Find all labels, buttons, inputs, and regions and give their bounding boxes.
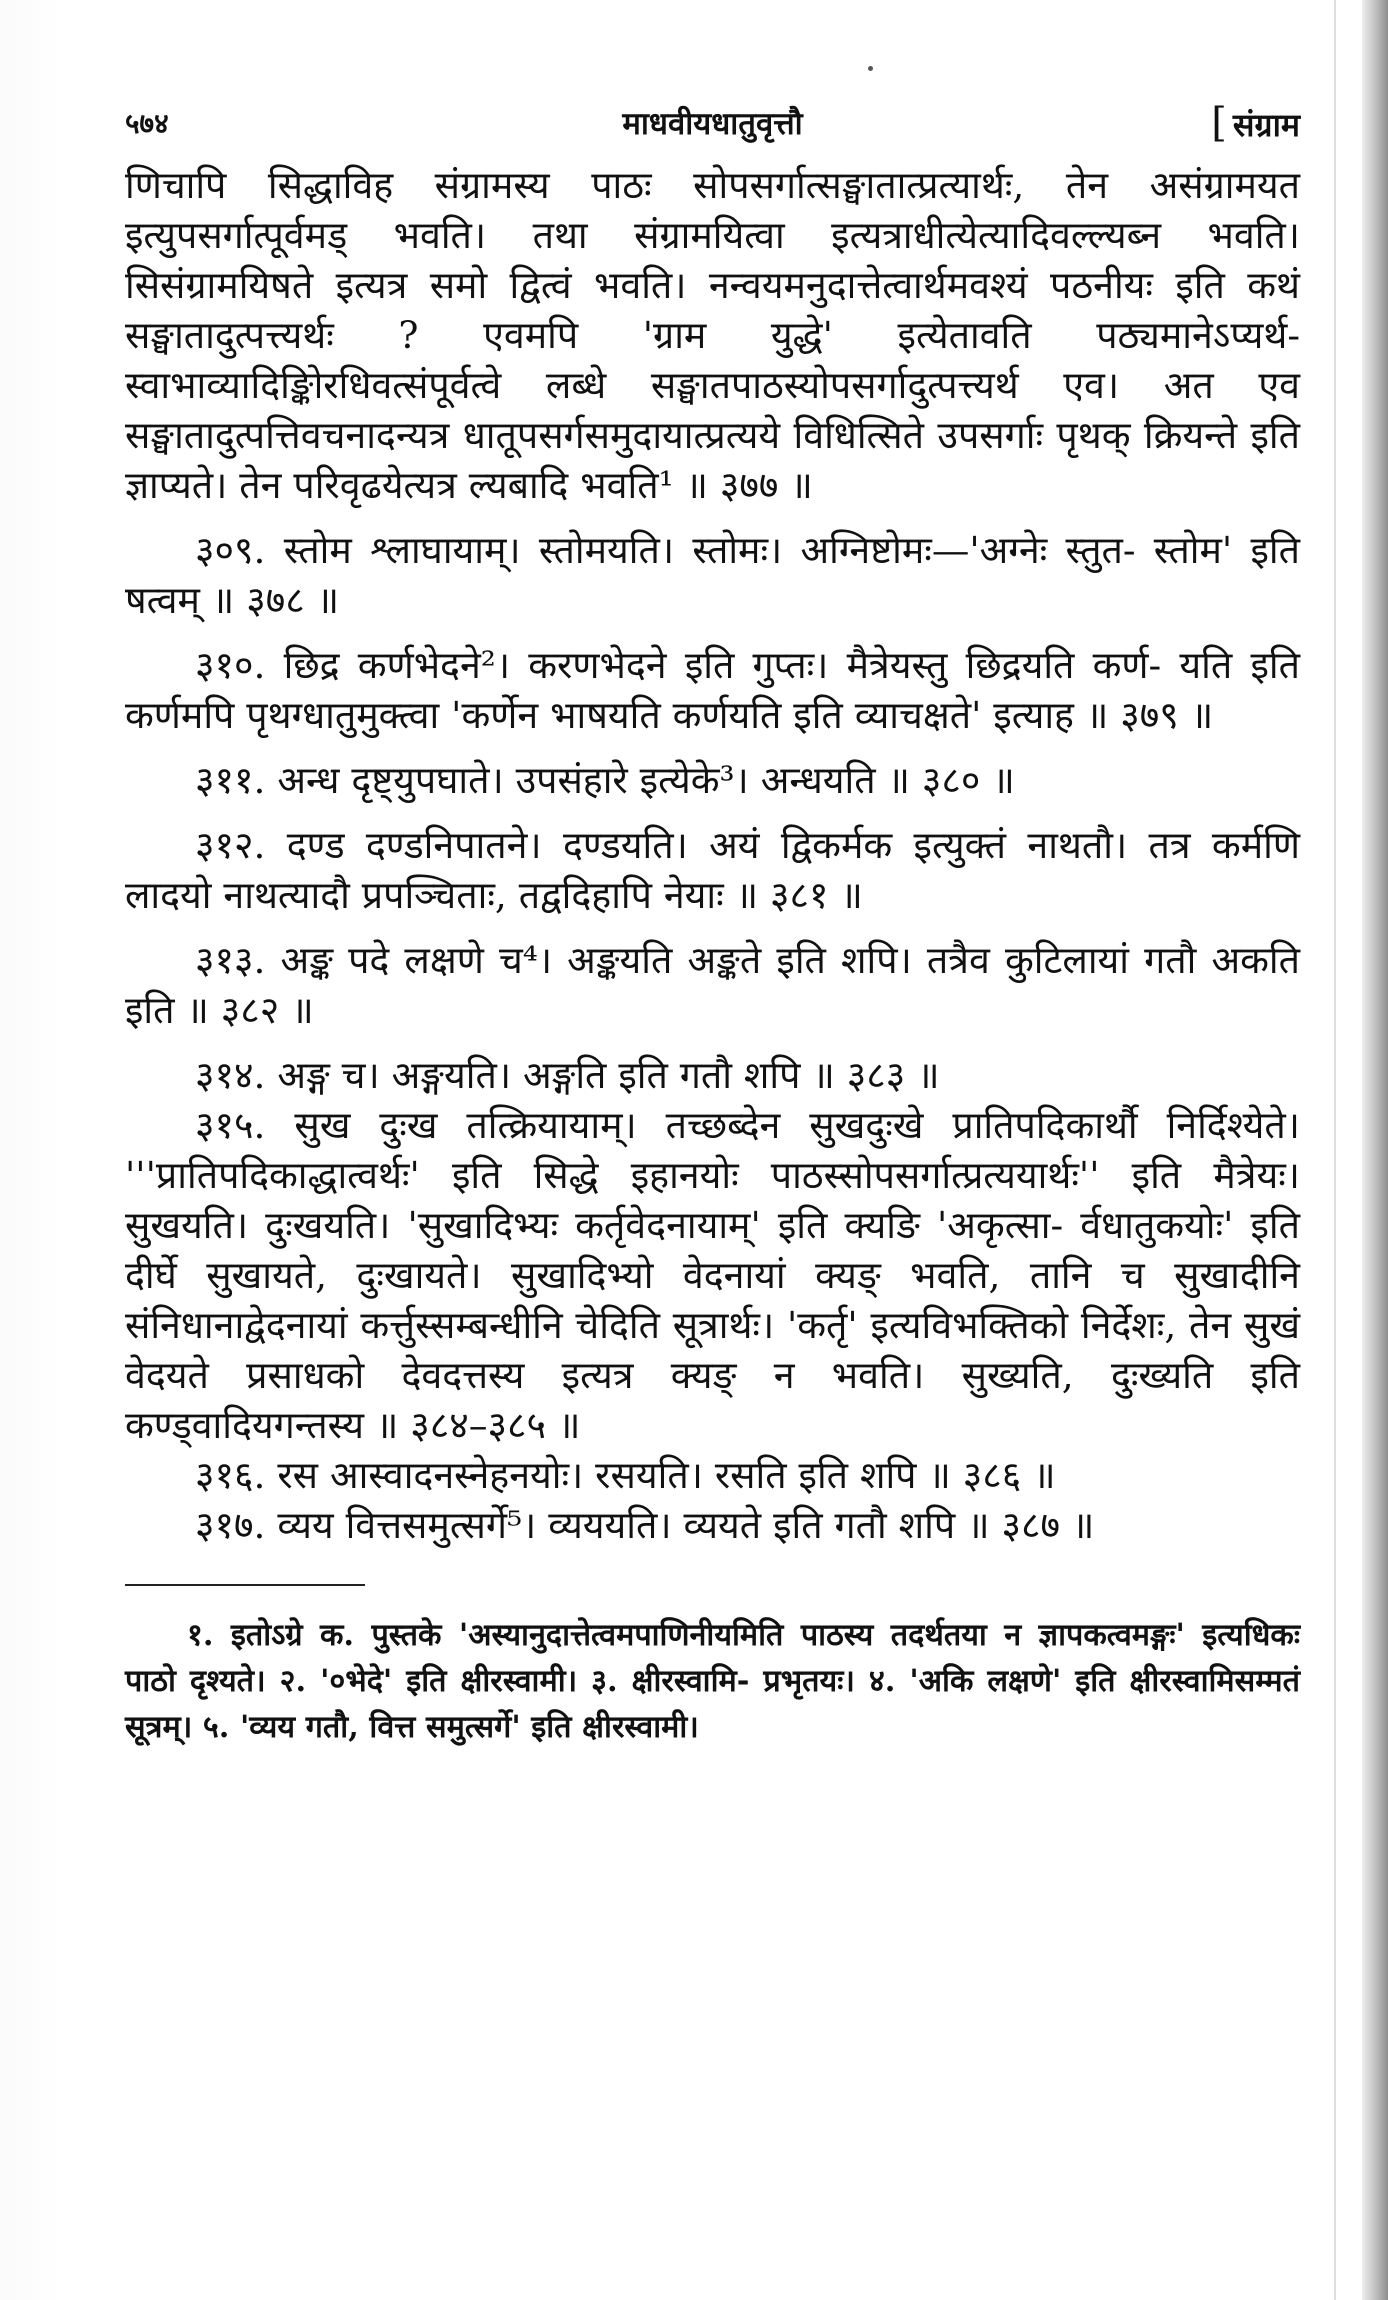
footnote-divider — [125, 1584, 365, 1586]
page-binding-edge — [1362, 0, 1388, 2300]
book-page — [125, 98, 1300, 1750]
page-left-margin — [0, 0, 60, 2300]
main-text — [125, 160, 1300, 1550]
sutra-312: ३१२. दण्ड दण्डनिपातने। दण्डयति। अयं द्विकर्मक इत्युक्तं नाथतौ। तत्र कर्मणि लादयो नाथत्यादौ प्रपञ्चिताः, तद्वदिहापि नेयाः ॥ ३८१ ॥ — [125, 823, 1300, 917]
section-bracket: [ — [1211, 100, 1227, 146]
running-title: माधवीयधातुवृत्तौ — [622, 106, 803, 142]
sutra-317: ३१७. व्यय वित्तसमुत्सर्गे⁵। व्यययति। व्ययते इति गतौ शपि ॥ ३८७ ॥ — [195, 1503, 1095, 1547]
section-name: संग्राम — [1232, 106, 1300, 144]
section-heading — [1211, 100, 1300, 146]
paragraph-continuation: णिचापि सिद्धाविह संग्रामस्य पाठः सोपसर्गात्सङ्घातात्प्रत्यार्थः, तेन असंग्रामयत इत्युपसर्गात्पूर्वमड् भवति। तथा संग्रामयित्वा इत्यत्राधीत्येत्यादिवल्ल्यब्न भवति। सिसंग्रामयिषते इत्यत्र समो द्वित्वं भवति। नन्वयमनुदात्तेत्वार्थमवश्यं पठनीयः इति कथं सङ्घातादुत्पत्त्यर्थः ? एवमपि 'ग्राम युद्धे' इत्येतावति पठ्यमानेऽप्यर्थ- स्वाभाव्यादिङ्किोरधिवत्संपूर्वत्वे लब्धे सङ्घातपाठस्योपसर्गादुत्पत्त्यर्थ एव। अत एव सङ्घातादुत्पत्तिवचनादन्यत्र धातूपसर्गसमुदायात्प्रत्यये विधित्सिते उपसर्गाः पृथक् क्रियन्ते इति ज्ञाप्यते। तेन परिवृढयेत्यत्र ल्यबादि भवति¹ ॥ ३७७ ॥ — [125, 163, 1300, 507]
sutra-315: ३१५. सुख दुःख तत्क्रियायाम्। तच्छब्देन सुखदुःखे प्रातिपदिकार्थौ निर्दिश्येते। '''प्रातिपदिकाद्धात्वर्थः' इति सिद्धे इहानयोः पाठस्सोपसर्गात्प्रत्ययार्थः'' इति मैत्रेयः। सुखयति। दुःखयति। 'सुखादिभ्यः कर्तृवेदनायाम्' इति क्यङि 'अकृत्सा- र्वधातुकयोः' इति दीर्घे सुखायते, दुःखायते। सुखादिभ्यो वेदनायां क्यङ् भवति, तानि च सुखादीनि संनिधानाद्वेदनायां कर्त्तुस्सम्बन्धीनि चेदिति सूत्रार्थः। 'कर्तृ' इत्यविभक्तिको निर्देशः, तेन सुखं वेदयते प्रसाधको देवदत्तस्य इत्यत्र क्यङ् न भवति। सुख्यति, दुःख्यति इति कण्ड्वादियगन्तस्य ॥ ३८४–३८५ ॥ — [125, 1103, 1300, 1447]
page-number: ५७४ — [125, 107, 169, 140]
sutra-313: ३१३. अङ्क पदे लक्षणे च⁴। अङ्कयति अङ्कते इति शपि। तत्रैव कुटिलायां गतौ अकति इति ॥ ३८२ ॥ — [125, 938, 1300, 1032]
running-header — [125, 98, 1300, 160]
page-fold-line — [1334, 0, 1336, 2300]
footnotes — [125, 1612, 1300, 1750]
scan-speck — [868, 66, 873, 71]
sutra-311: ३११. अन्ध दृष्ट्युपघाते। उपसंहारे इत्येके³। अन्धयति ॥ ३८० ॥ — [195, 758, 1015, 802]
sutra-310: ३१०. छिद्र कर्णभेदने²। करणभेदने इति गुप्तः। मैत्रेयस्तु छिद्रयति कर्ण- यति इति कर्णमपि पृथग्धातुमुक्त्वा 'कर्णेन भाषयति कर्णयति इति व्याचक्षते' इत्याह ॥ ३७९ ॥ — [125, 643, 1300, 737]
sutra-316: ३१६. रस आस्वादनस्नेहनयोः। रसयति। रसति इति शपि ॥ ३८६ ॥ — [195, 1453, 1056, 1497]
sutra-309: ३०९. स्तोम श्लाघायाम्। स्तोमयति। स्तोमः। अग्निष्टोमः—'अग्नेः स्तुत- स्तोम' इति षत्वम् ॥ ३७८ ॥ — [125, 528, 1300, 622]
sutra-314: ३१४. अङ्ग च। अङ्गयति। अङ्गति इति गतौ शपि ॥ ३८३ ॥ — [195, 1053, 940, 1097]
footnote-text: १. इतोऽग्रे क. पुस्तके 'अस्यानुदात्तेत्वमपाणिनीयमिति पाठस्य तदर्थतया न ज्ञापकत्वमङ्गः' इत्यधिकः पाठो दृश्यते। २. '०भेदे' इति क्षीरस्वामी। ३. क्षीरस्वामि- प्रभृतयः। ४. 'अकि लक्षणे' इति क्षीरस्वामिसम्मतं सूत्रम्। ५. 'व्यय गतौ, वित्त समुत्सर्गे' इति क्षीरस्वामी। — [125, 1617, 1300, 1745]
